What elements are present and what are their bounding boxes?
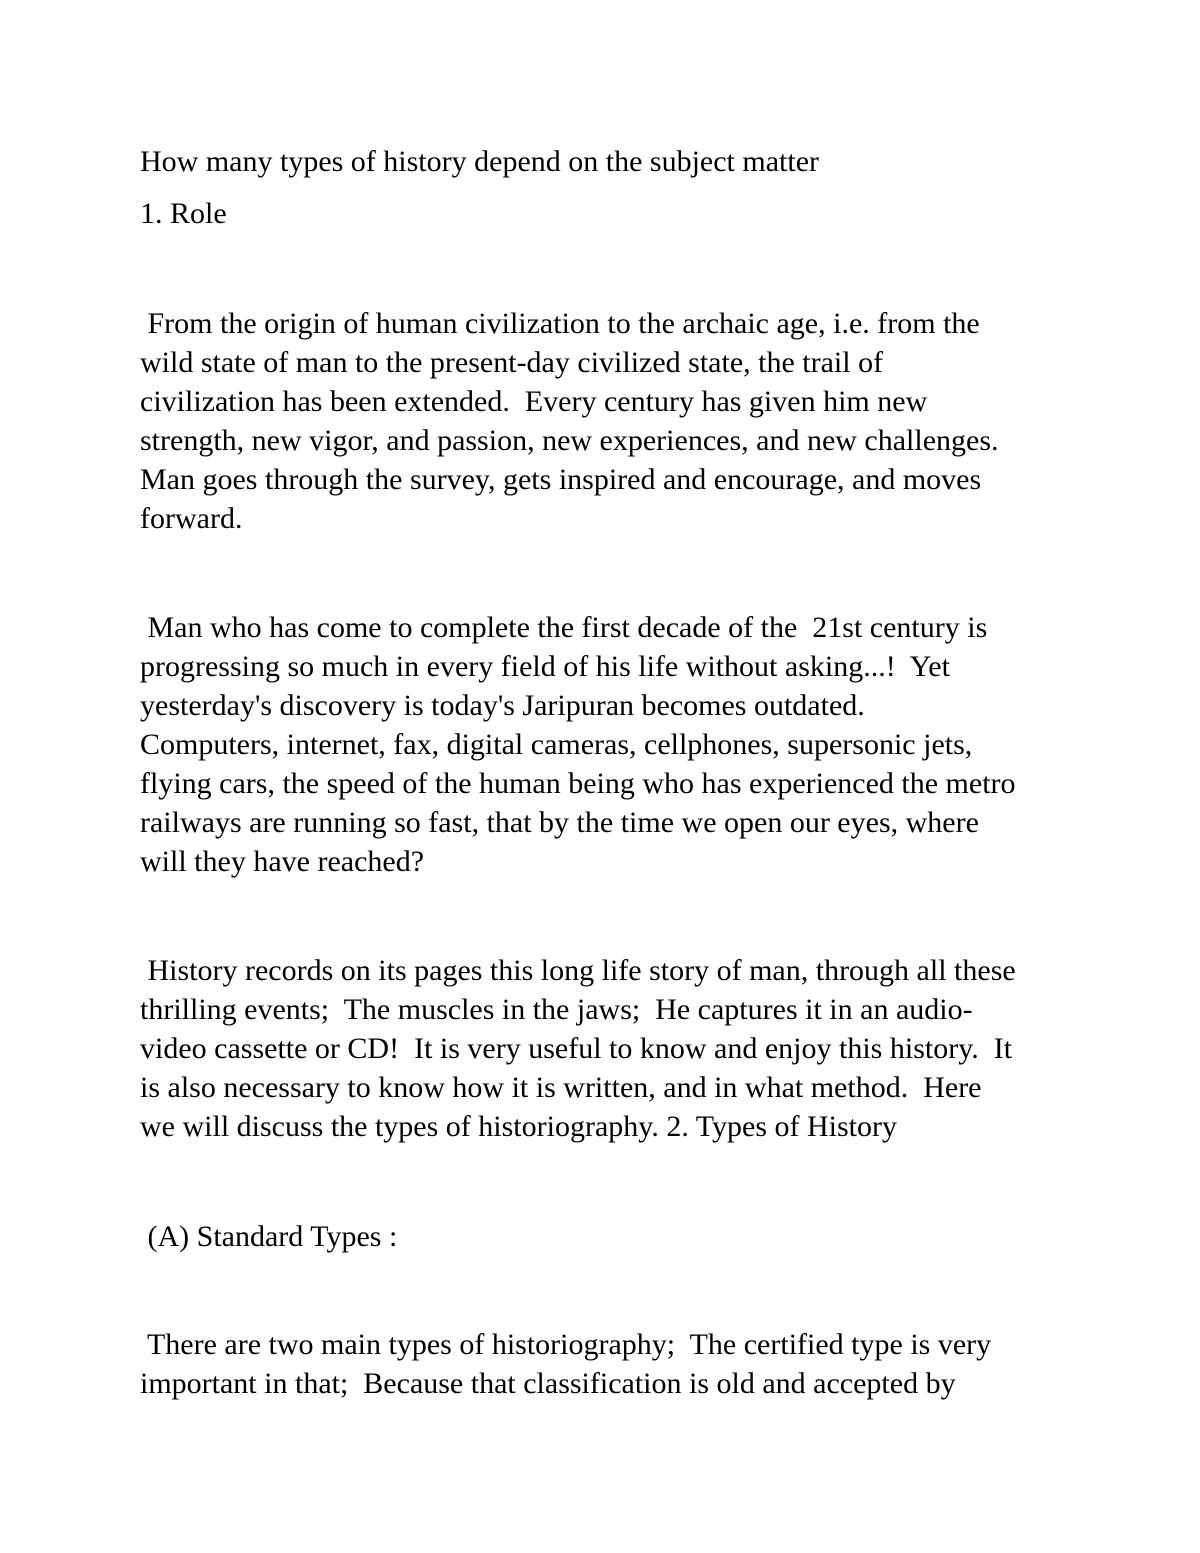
text-line: progressing so much in every field of his life without asking...! Yet <box>140 650 950 683</box>
text-line: civilization has been extended. Every century has given him new <box>140 385 928 418</box>
text-line: There are two main types of historiography; The certified type is very <box>140 1328 992 1361</box>
text-line: History records on its pages this long life story of man, through all these <box>140 954 1016 987</box>
text-line: Man who has come to complete the first decade of the 21st century is <box>140 611 988 644</box>
text-line: will they have reached? <box>140 845 425 878</box>
text-line: forward. <box>140 502 243 535</box>
text-line: thrilling events; The muscles in the jaws; He captures it in an audio- <box>140 993 973 1026</box>
text-line: Man goes through the survey, gets inspired and encourage, and moves <box>140 463 982 496</box>
section-heading-role: 1. Role <box>140 197 227 230</box>
text-line: wild state of man to the present-day civilized state, the trail of <box>140 346 884 379</box>
document-title: How many types of history depend on the subject matter <box>140 145 820 178</box>
text-line: Computers, internet, fax, digital cameras, cellphones, supersonic jets, <box>140 728 973 761</box>
text-line: flying cars, the speed of the human being who has experienced the metro <box>140 767 1016 800</box>
text-line: strength, new vigor, and passion, new experiences, and new challenges. <box>140 424 999 457</box>
text-line: yesterday's discovery is today's Jaripuran becomes outdated. <box>140 689 865 722</box>
text-line: we will discuss the types of historiography. 2. Types of History <box>140 1110 897 1143</box>
text-line: From the origin of human civilization to the archaic age, i.e. from the <box>140 307 980 340</box>
subheading-standard-types: (A) Standard Types : <box>140 1220 398 1253</box>
text-line: important in that; Because that classification is old and accepted by <box>140 1367 956 1400</box>
text-line: is also necessary to know how it is written, and in what method. Here <box>140 1071 982 1104</box>
text-line: video cassette or CD! It is very useful to know and enjoy this history. It <box>140 1032 1013 1065</box>
text-line: railways are running so fast, that by the time we open our eyes, where <box>140 806 979 839</box>
